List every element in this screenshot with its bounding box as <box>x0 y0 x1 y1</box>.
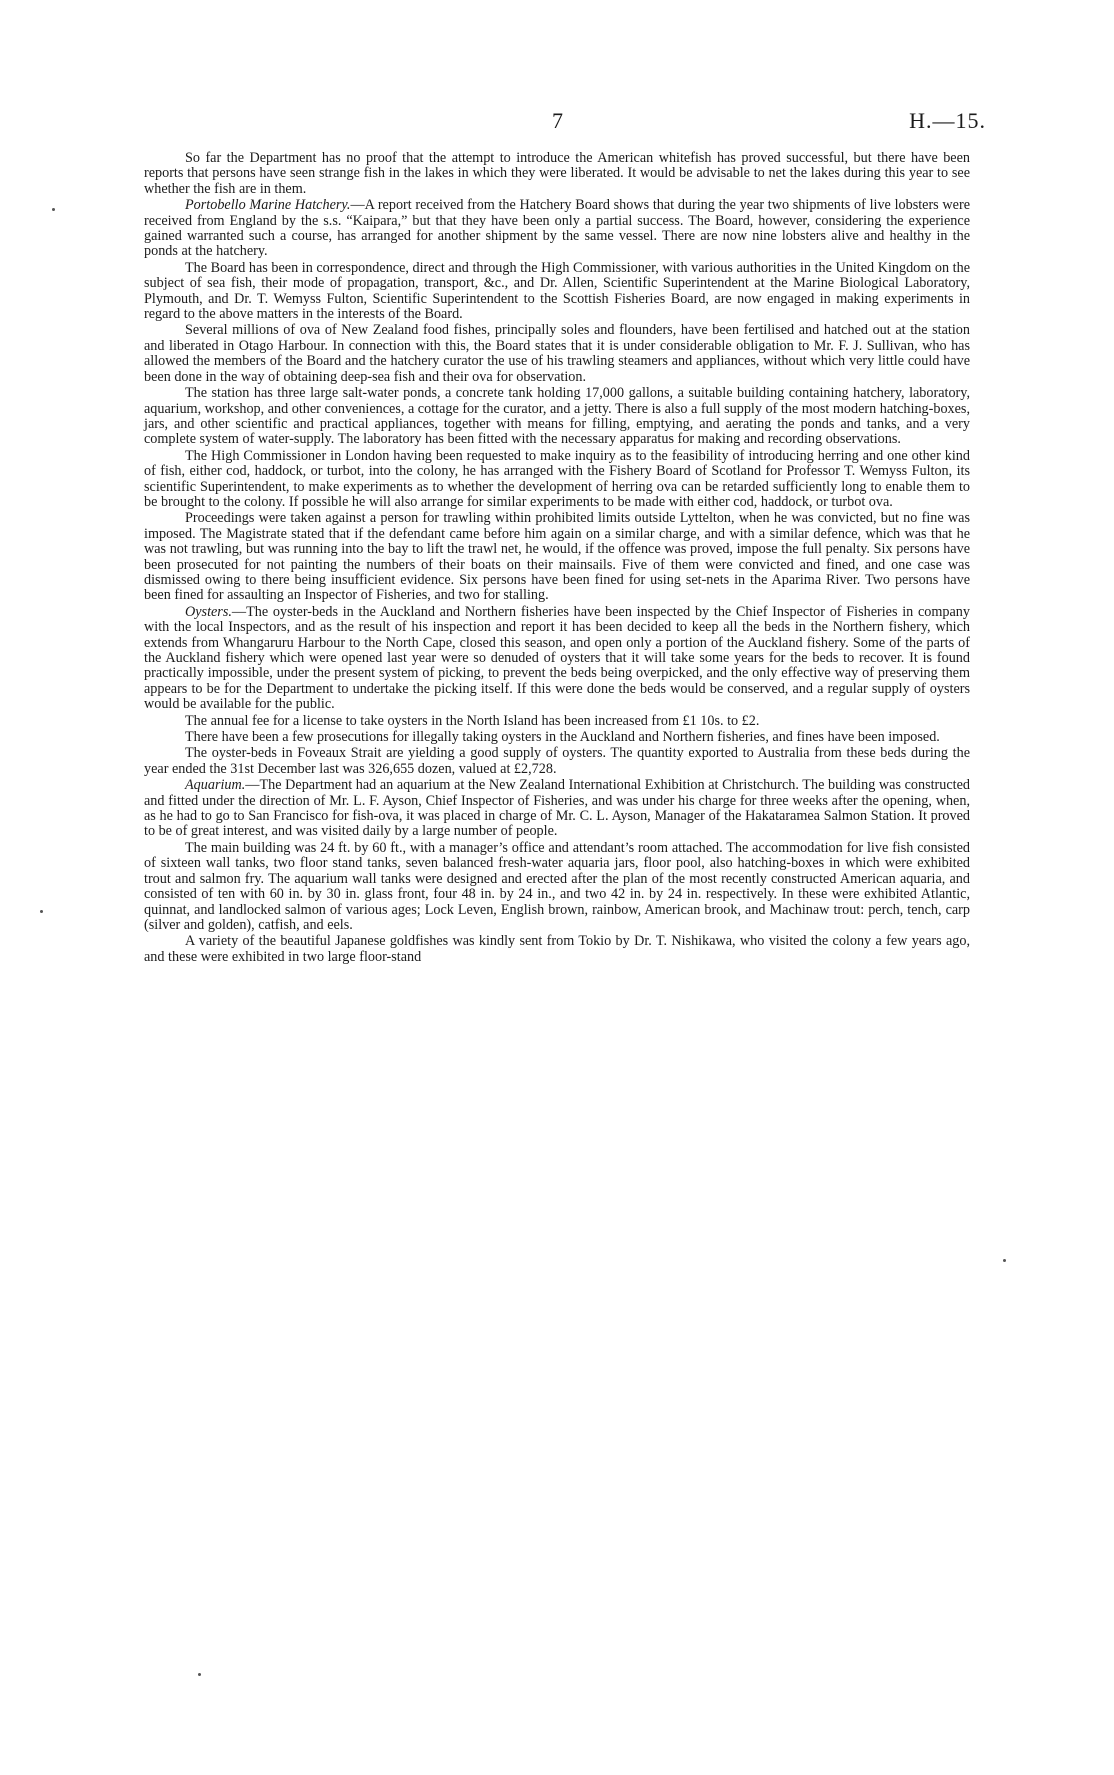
paragraph: The annual fee for a license to take oysters in the North Island has been increased from £1 10s. to £2. <box>185 712 760 729</box>
paragraph: A variety of the beautiful Japanese goldfishes was kindly sent from Tokio by Dr. T. Nishikawa, who visited the colony a few years ago, and these were exhibited in two large floor-stand <box>144 933 970 965</box>
paragraph: The Board has been in correspondence, direct and through the High Commissioner, with various authorities in the United Kingdom on the subject of sea fish, their mode of propagation, transport, &c., and Dr. Allen, Scientific Superintendent at the Marine Biological Laboratory, Plymouth, and Dr. T. Wemyss Fulton, Scientific Superintendent to the Scottish Fisheries Board, are now engaged in making experiments in regard to the above matters in the interests of the Board. <box>144 259 970 323</box>
document-reference: H.—15. <box>909 108 986 133</box>
section-heading-portobello: Portobello Marine Hatchery. <box>185 197 351 214</box>
paragraph: Several millions of ova of New Zealand food fishes, principally soles and flounders, have been fertilised and hatched out at the station and liberated in Otago Harbour. In connection with this, the Board states that it is under considerable obligation to Mr. F. J. Sullivan, who has allowed the members of the Board and the hatchery curator the use of his trawling steamers and appliances, without which very little could have been done in the way of obtaining deep-sea fish and their ova for observation. <box>144 322 970 385</box>
page-number: 7 <box>552 108 563 133</box>
paragraph: The main building was 24 ft. by 60 ft., with a manager’s office and attendant’s room attached. The accommodation for live fish consisted of sixteen wall tanks, two floor stand tanks, seven balanced fresh-water aquaria jars, floor pool, also hatching-boxes in which were exhibited trout and salmon fry. The aquarium wall tanks were designed and erected after the plan of the most recently constructed American aquaria, and consisted of ten with 60 in. by 30 in. glass front, four 48 in. by 24 in., and two 42 in. by 24 in. respectively. In these were exhibited Atlantic, quinnat, and landlocked salmon of various ages; Lock Leven, English brown, rainbow, American brook, and Machinaw trout: perch, tench, carp (silver and golden), catfish, and eels. <box>144 839 970 933</box>
paragraph: There have been a few prosecutions for illegally taking oysters in the Auckland and Northern fisheries, and fines have been imposed. <box>185 729 940 746</box>
paragraph: Proceedings were taken against a person for trawling within prohibited limits outside Lyttelton, when he was convicted, but no fine was imposed. The Magistrate stated that if the defendant came before him again on a similar charge, and with a similar defence, which was that he was not trawling, but was running into the bay to lift the trawl net, he would, if the offence was proved, impose the full penalty. Six persons have been prosecuted for not painting the numbers of their boats on their mainsails. Five of them were convicted and fined, and one case was dismissed owing to there being insufficient evidence. Six persons have been fined for using set-nets in the Aparima River. Two persons have been fined for assaulting an Inspector of Fisheries, and two for stalling. <box>144 510 970 604</box>
paragraph: Oysters.—The oyster-beds in the Auckland and Northern fisheries have been inspected by the Chief Inspector of Fisheries in company with the local Inspectors, and as the result of his inspection and report it has been decided to keep all the beds in the Northern fishery, which extends from Whangaruru Harbour to the North Cape, closed this season, and open only a portion of the Auckland fishery. Some of the parts of the Auckland fishery which were opened last year were so denuded of oysters that it will take some years for the beds to recover. It is found practically impossible, under the present system of picking, to prevent the beds being overpicked, and the only effective way of preserving them appears to be for the Department to undertake the picking itself. If this were done the beds would be conserved, and a regular supply of oysters would be available for the public. <box>144 603 970 713</box>
paragraph: The High Commissioner in London having been requested to make inquiry as to the feasibility of introducing herring and one other kind of fish, either cod, haddock, or turbot, into the colony, he has arranged with the Fishery Board of Scotland for Professor T. Wemyss Fulton, its scientific Superintendent, to make experiments as to whether the development of herring ova can be retarded sufficiently long to enable them to be brought to the colony. If possible he will also arrange for similar experiments to be made with either cod, haddock, or turbot ova. <box>144 447 970 510</box>
section-heading-aquarium: Aquarium. <box>185 777 246 794</box>
paragraph: The oyster-beds in Foveaux Strait are yielding a good supply of oysters. The quantity exported to Australia from these beds during the year ended the 31st December last was 326,655 dozen, valued at £2,728. <box>144 745 970 777</box>
paragraph: So far the Department has no proof that the attempt to introduce the American whitefish has proved successful, but there have been reports that persons have seen strange fish in the lakes in which they were liberated. It would be advisable to net the lakes during this year to see whether the fish are in them. <box>144 150 970 197</box>
page-header <box>0 108 1114 138</box>
paragraph: Aquarium.—The Department had an aquarium at the New Zealand International Exhibition at Christchurch. The building was constructed and fitted under the direction of Mr. L. F. Ayson, Chief Inspector of Fisheries, and was under his charge for three weeks after the opening, when, as he had to go to San Francisco for fish-ova, it was placed in charge of Mr. C. L. Ayson, Manager of the Hakataramea Salmon Station. It proved to be of great interest, and was visited daily by a large number of people. <box>144 777 970 840</box>
paragraph: Portobello Marine Hatchery.—A report received from the Hatchery Board shows that during the year two shipments of live lobsters were received from England by the s.s. “Kaipara,” but that they have been only a partial success. The Board, however, considering the experience gained warranted such a course, has arranged for another shipment by the same vessel. There are now nine lobsters alive and healthy in the ponds at the hatchery. <box>144 197 970 260</box>
body-text <box>144 151 970 966</box>
paragraph: The station has three large salt-water ponds, a concrete tank holding 17,000 gallons, a suitable building containing hatchery, laboratory, aquarium, workshop, and other conveniences, a cottage for the curator, and a jetty. There is also a full supply of the most modern hatching-boxes, jars, and other scientific and practical appliances, together with means for filling, emptying, and aerating the ponds and tanks, and a very complete system of water-supply. The laboratory has been fitted with the necessary apparatus for making and recording observations. <box>144 385 970 448</box>
section-heading-oysters: Oysters. <box>185 603 232 620</box>
